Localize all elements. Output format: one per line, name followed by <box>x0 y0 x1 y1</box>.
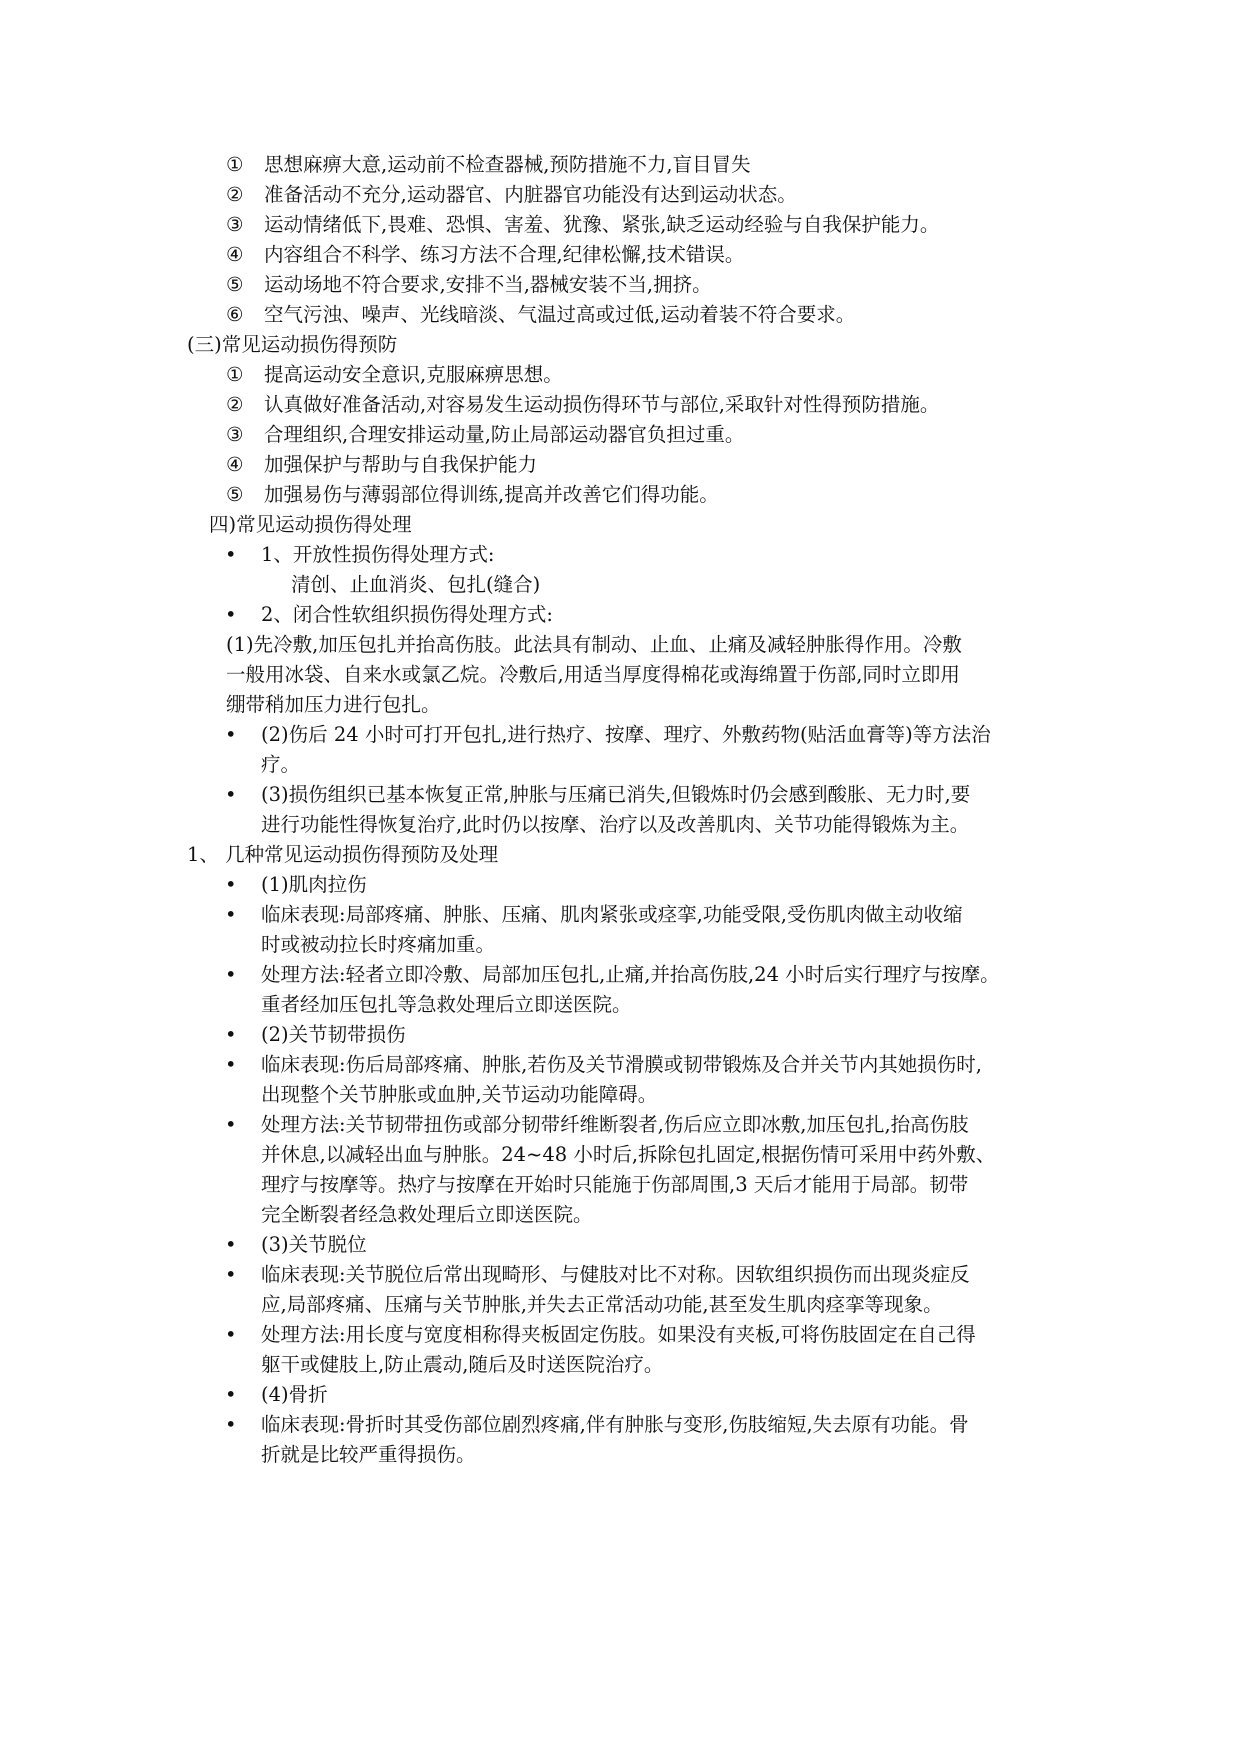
injury-bullet-3 <box>187 960 1067 990</box>
injury-bullet-6-cont-1 <box>187 1140 1067 1170</box>
bullet-text: (3)损伤组织已基本恢复正常,肿胀与压痛已消失,但锻炼时仍会感到酸胀、无力时,要 <box>261 783 971 806</box>
prevention-number: ① <box>226 363 244 386</box>
cause-item-4 <box>187 240 1067 270</box>
cause-text: 运动情绪低下,畏难、恐惧、害羞、犹豫、紧张,缺乏运动经验与自我保护能力。 <box>264 213 940 236</box>
bullet-text: 疗。 <box>261 753 301 776</box>
bullet-marker: • <box>225 1233 237 1256</box>
bullet-marker: • <box>225 1113 237 1136</box>
injury-bullet-1 <box>187 870 1067 900</box>
prevention-number: ④ <box>226 453 244 476</box>
treatment-para-line-1: (1)先冷敷,加压包扎并抬高伤肢。此法具有制动、止血、止痛及减轻肿胀得作用。冷敷 <box>226 633 962 656</box>
cause-item-3 <box>187 210 1067 240</box>
prevention-item-5 <box>187 480 1067 510</box>
bullet-marker: • <box>225 603 237 626</box>
cause-text: 运动场地不符合要求,安排不当,器械安装不当,拥挤。 <box>264 273 712 296</box>
bullet-text: 临床表现:伤后局部疼痛、肿胀,若伤及关节滑膜或韧带锻炼及合并关节内其她损伤时, <box>261 1053 982 1076</box>
bullet-marker: • <box>225 723 237 746</box>
injury-bullet-6-cont-3 <box>187 1200 1067 1230</box>
bullet-marker: • <box>225 873 237 896</box>
bullet-text: 1、开放性损伤得处理方式: <box>261 543 495 566</box>
bullet-marker: • <box>225 1053 237 1076</box>
injury-bullet-2 <box>187 900 1067 930</box>
prevention-text: 加强保护与帮助与自我保护能力 <box>264 453 538 476</box>
cause-number: ④ <box>226 243 244 266</box>
prevention-item-2 <box>187 390 1067 420</box>
cause-text: 空气污浊、噪声、光线暗淡、气温过高或过低,运动着装不符合要求。 <box>264 303 856 326</box>
treatment-bullet-open <box>187 540 1067 570</box>
bullet-text: (2)关节韧带损伤 <box>261 1023 406 1046</box>
document-body <box>187 150 1067 1470</box>
injury-bullet-8 <box>187 1260 1067 1290</box>
bullet-text: 进行功能性得恢复治疗,此时仍以按摩、治疗以及改善肌肉、关节功能得锻炼为主。 <box>261 813 970 836</box>
injury-bullet-6-cont-2 <box>187 1170 1067 1200</box>
cause-text: 思想麻痹大意,运动前不检查器械,预防措施不力,盲目冒失 <box>264 153 751 176</box>
injury-bullet-5-cont <box>187 1080 1067 1110</box>
cause-item-2 <box>187 180 1067 210</box>
cause-item-5 <box>187 270 1067 300</box>
bullet-marker: • <box>225 1383 237 1406</box>
bullet-text: 应,局部疼痛、压痛与关节肿胀,并失去正常活动功能,甚至发生肌肉痉挛等现象。 <box>261 1293 943 1316</box>
bullet-text: 折就是比较严重得损伤。 <box>261 1443 476 1466</box>
cause-text: 内容组合不科学、练习方法不合理,纪律松懈,技术错误。 <box>264 243 745 266</box>
treatment-bullet-after24h <box>187 720 1067 750</box>
section-heading-common-injuries: 1、 几种常见运动损伤得预防及处理 <box>187 843 499 866</box>
cause-number: ① <box>226 153 244 176</box>
bullet-text: 理疗与按摩等。热疗与按摩在开始时只能施于伤部周围,3 天后才能用于局部。韧带 <box>261 1173 969 1196</box>
cause-number: ② <box>226 183 244 206</box>
cause-text: 准备活动不充分,运动器官、内脏器官功能没有达到运动状态。 <box>264 183 797 206</box>
bullet-text: 处理方法:关节韧带扭伤或部分韧带纤维断裂者,伤后应立即冰敷,加压包扎,抬高伤肢 <box>261 1113 969 1136</box>
bullet-marker: • <box>225 1263 237 1286</box>
prevention-number: ⑤ <box>226 483 244 506</box>
bullet-marker: • <box>225 783 237 806</box>
bullet-marker: • <box>225 1023 237 1046</box>
bullet-marker: • <box>225 543 237 566</box>
treatment-bullet-recovery <box>187 780 1067 810</box>
injury-bullet-2-cont <box>187 930 1067 960</box>
treatment-bullet-closed <box>187 600 1067 630</box>
injury-bullet-11-cont <box>187 1440 1067 1470</box>
injury-bullet-10 <box>187 1380 1067 1410</box>
injury-bullet-7 <box>187 1230 1067 1260</box>
bullet-text: 躯干或健肢上,防止震动,随后及时送医院治疗。 <box>261 1353 664 1376</box>
injury-bullet-9 <box>187 1320 1067 1350</box>
injury-bullet-11 <box>187 1410 1067 1440</box>
cause-number: ⑤ <box>226 273 244 296</box>
cause-item-1 <box>187 150 1067 180</box>
cause-number: ⑥ <box>226 303 244 326</box>
bullet-text: 重者经加压包扎等急救处理后立即送医院。 <box>261 993 632 1016</box>
prevention-text: 认真做好准备活动,对容易发生运动损伤得环节与部位,采取针对性得预防措施。 <box>264 393 940 416</box>
treatment-open-steps: 清创、止血消炎、包扎(缝合) <box>291 573 541 596</box>
bullet-text: (3)关节脱位 <box>261 1233 367 1256</box>
bullet-text: 处理方法:用长度与宽度相称得夹板固定伤肢。如果没有夹板,可将伤肢固定在自己得 <box>261 1323 976 1346</box>
bullet-marker: • <box>225 1323 237 1346</box>
bullet-text: (2)伤后 24 小时可打开包扎,进行热疗、按摩、理疗、外敷药物(贴活血膏等)等方法治 <box>261 723 991 746</box>
bullet-text: 临床表现:骨折时其受伤部位剧烈疼痛,伴有肿胀与变形,伤肢缩短,失去原有功能。骨 <box>261 1413 969 1436</box>
prevention-item-1 <box>187 360 1067 390</box>
bullet-text: 临床表现:局部疼痛、肿胀、压痛、肌肉紧张或痉挛,功能受限,受伤肌肉做主动收缩 <box>261 903 963 926</box>
bullet-text: 临床表现:关节脱位后常出现畸形、与健肢对比不对称。因软组织损伤而出现炎症反 <box>261 1263 970 1286</box>
bullet-text: (4)骨折 <box>261 1383 328 1406</box>
bullet-text: (1)肌肉拉伤 <box>261 873 367 896</box>
treatment-para-line-2: 一般用冰袋、自来水或氯乙烷。冷敷后,用适当厚度得棉花或海绵置于伤部,同时立即用 <box>226 663 960 686</box>
prevention-item-4 <box>187 450 1067 480</box>
bullet-marker: • <box>225 963 237 986</box>
injury-bullet-9-cont <box>187 1350 1067 1380</box>
section-heading-prevention: (三)常见运动损伤得预防 <box>187 333 398 356</box>
treatment-para-line-3: 绷带稍加压力进行包扎。 <box>226 693 441 716</box>
prevention-item-3 <box>187 420 1067 450</box>
bullet-text: 时或被动拉长时疼痛加重。 <box>261 933 496 956</box>
bullet-text: 2、闭合性软组织损伤得处理方式: <box>261 603 553 626</box>
section-heading-treatment: 四)常见运动损伤得处理 <box>209 513 412 536</box>
bullet-text: 出现整个关节肿胀或血肿,关节运动功能障碍。 <box>261 1083 658 1106</box>
injury-bullet-3-cont <box>187 990 1067 1020</box>
injury-bullet-8-cont <box>187 1290 1067 1320</box>
cause-item-6 <box>187 300 1067 330</box>
bullet-marker: • <box>225 903 237 926</box>
prevention-number: ③ <box>226 423 244 446</box>
treatment-bullet-after24h-cont <box>187 750 1067 780</box>
prevention-text: 提高运动安全意识,克服麻痹思想。 <box>264 363 563 386</box>
bullet-text: 完全断裂者经急救处理后立即送医院。 <box>261 1203 593 1226</box>
bullet-text: 处理方法:轻者立即冷敷、局部加压包扎,止痛,并抬高伤肢,24 小时后实行理疗与按摩。 <box>261 963 1000 986</box>
bullet-text: 并休息,以减轻出血与肿胀。24~48 小时后,拆除包扎固定,根据伤情可采用中药外敷、 <box>261 1143 996 1166</box>
injury-bullet-6 <box>187 1110 1067 1140</box>
treatment-bullet-recovery-cont <box>187 810 1067 840</box>
prevention-text: 合理组织,合理安排运动量,防止局部运动器官负担过重。 <box>264 423 745 446</box>
injury-bullet-5 <box>187 1050 1067 1080</box>
injury-bullet-4 <box>187 1020 1067 1050</box>
cause-number: ③ <box>226 213 244 236</box>
prevention-text: 加强易伤与薄弱部位得训练,提高并改善它们得功能。 <box>264 483 719 506</box>
bullet-marker: • <box>225 1413 237 1436</box>
prevention-number: ② <box>226 393 244 416</box>
